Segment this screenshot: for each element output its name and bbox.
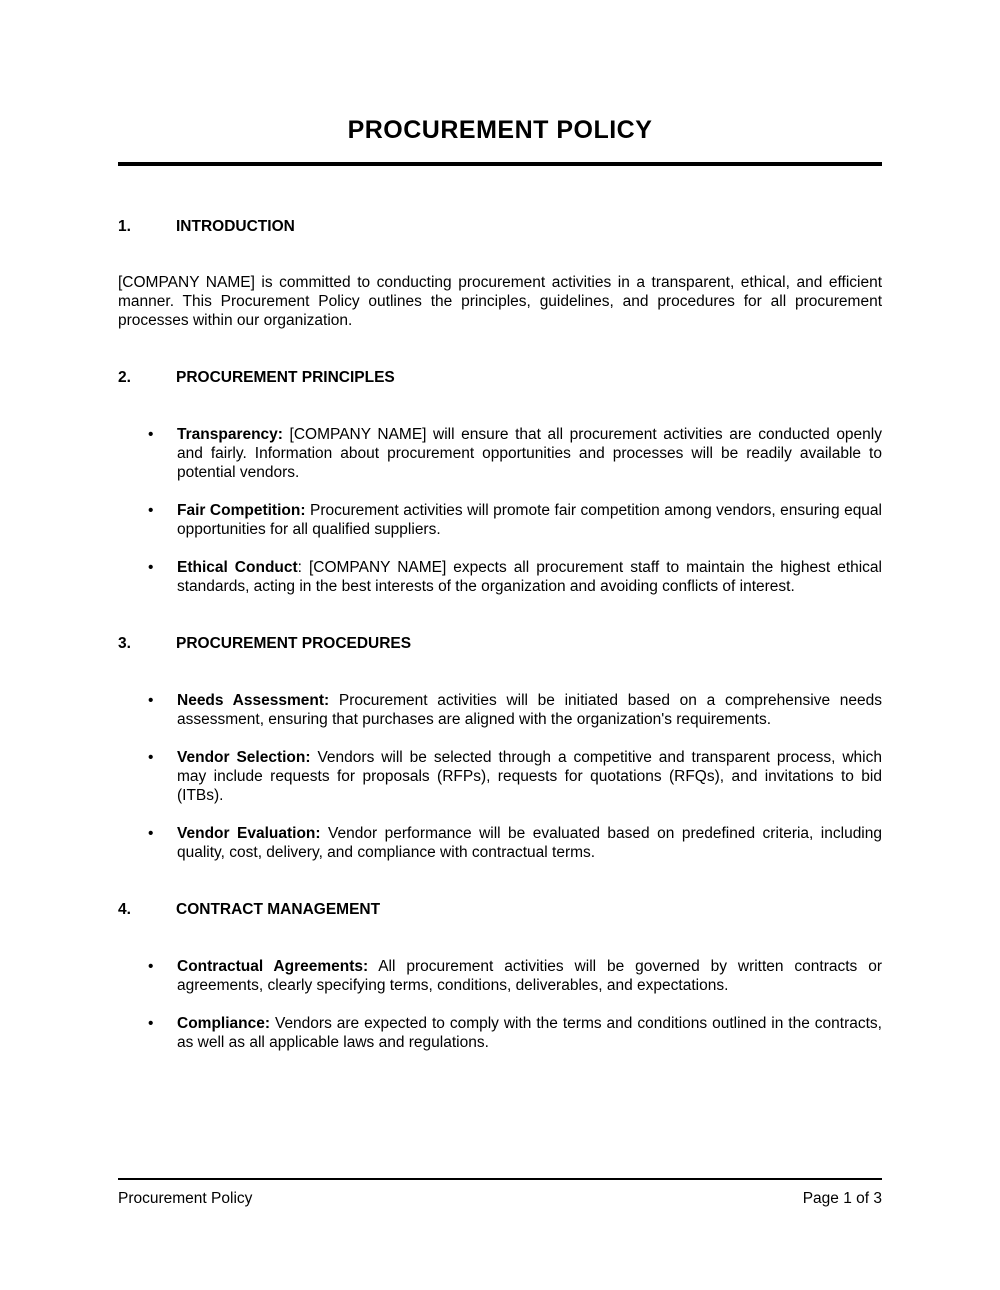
bullet-item [118,1014,882,1052]
bullet-icon: • [148,958,154,975]
section-heading-introduction [118,217,882,236]
section-title: PROCUREMENT PROCEDURES [176,635,412,652]
page-footer [118,1178,882,1208]
section-title: CONTRACT MANAGEMENT [176,901,381,918]
bullet-label: Vendor Selection: [177,749,311,766]
bullet-item [118,425,882,482]
bullet-label: Ethical Conduct [177,559,298,576]
section-title: INTRODUCTION [176,218,295,235]
paragraph: [COMPANY NAME] is committed to conducting procurement activities in a transparent, ethical, and efficient manner. This Procurement Policy outlines the principles, guidelines, and procedures for all procurement processes within our organization. [118,274,882,329]
bullet-text: Procurement activities will promote fair competition among vendors, ensuring equal opportunities for all qualified suppliers. [177,502,882,538]
bullet-item [118,957,882,995]
title-divider [118,162,882,166]
bullet-label: Fair Competition: [177,502,306,519]
section-number: 3. [118,635,131,652]
bullet-icon: • [148,825,154,842]
section-heading-contract-management [118,900,882,919]
bullet-text: Vendors are expected to comply with the terms and conditions outlined in the contracts, as well as all applicable laws and regulations. [177,1015,882,1051]
bullet-text: Procurement activities will be initiated based on a comprehensive needs assessment, ensuring that purchases are aligned with the organization's requirements. [177,692,883,728]
section-number: 2. [118,369,131,386]
bullet-item [118,691,882,729]
section-number: 4. [118,901,131,918]
bullet-label: Vendor Evaluation: [177,825,321,842]
bullet-item [118,558,882,596]
footer-document-title: Procurement Policy [118,1190,253,1207]
bullet-label: Needs Assessment: [177,692,330,709]
bullet-label: Compliance: [177,1015,271,1032]
bullet-item [118,748,882,805]
bullet-text: [COMPANY NAME] will ensure that all procurement activities are conducted openly and fairly. Information about procurement opportunities and processes will be readily available to potential vendors. [177,426,882,481]
bullet-text: Vendor performance will be evaluated based on predefined criteria, including quality, cost, delivery, and compliance with contractual terms. [177,825,882,861]
bullet-icon: • [148,502,154,519]
section-heading-procurement-principles [118,368,882,387]
bullet-label: Transparency: [177,426,283,443]
bullet-icon: • [148,559,154,576]
bullet-label: Contractual Agreements: [177,958,369,975]
bullet-icon: • [148,426,154,443]
bullet-text: All procurement activities will be governed by written contracts or agreements, clearly specifying terms, conditions, deliverables, and expectations. [177,958,882,994]
bullet-icon: • [148,749,154,766]
section-title: PROCUREMENT PRINCIPLES [176,369,395,386]
section-heading-procurement-procedures [118,634,882,653]
bullet-item [118,824,882,862]
bullet-text: : [COMPANY NAME] expects all procurement staff to maintain the highest ethical standards, acting in the best interests of the organization and avoiding conflicts of interest. [177,559,882,595]
bullet-item [118,501,882,539]
bullet-text: Vendors will be selected through a competitive and transparent process, which may include requests for proposals (RFPs), requests for quotations (RFQs), and invitations to bid (ITBs). [177,749,882,804]
bullet-icon: • [148,692,154,709]
section-number: 1. [118,218,131,235]
document-title: PROCUREMENT POLICY [347,116,653,144]
footer-page-number: Page 1 of 3 [802,1190,882,1207]
bullet-icon: • [148,1015,154,1032]
